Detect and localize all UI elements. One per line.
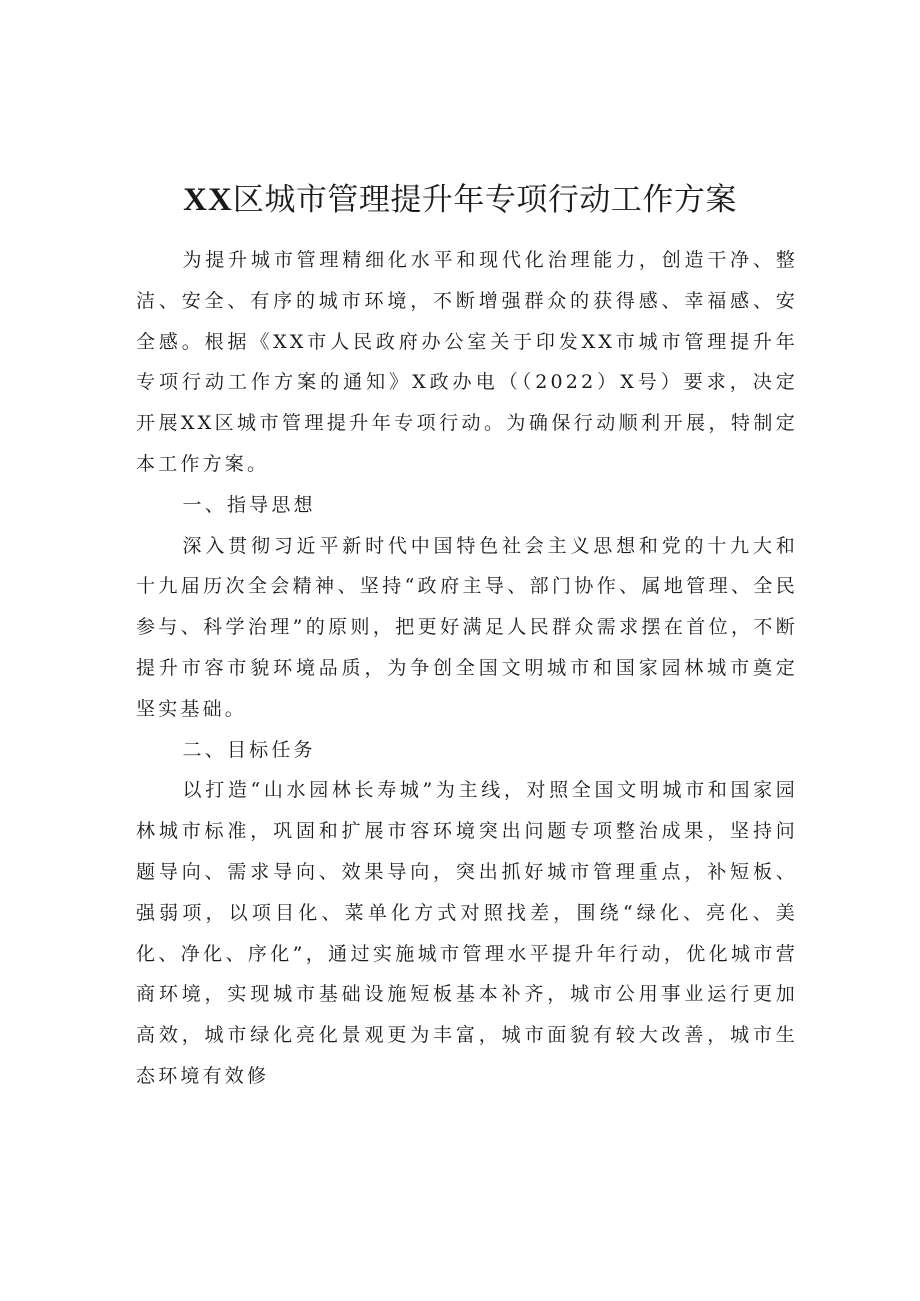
section-heading-goals-tasks: 二、目标任务 xyxy=(182,738,316,761)
title-text: 区城市管理提升年专项行动工作方案 xyxy=(232,182,737,218)
section-heading-guiding-ideology: 一、指导思想 xyxy=(182,493,316,516)
title-prefix: XX xyxy=(183,182,233,218)
paragraph-goals-tasks: 以打造“山水园林长寿城”为主线，对照全国文明城市和国家园林城市标准，巩固和扩展市容环境突出问题专项整治成果，坚持问题导向、需求导向、效果导向，突出抓好城市管理重点，补短板、强弱项，以项目化、菜单化方式对照找差，围绕“绿化、亮化、美化、净化、序化”，通过实施城市管理水平提升年行动，优化城市营商环境，实现城市基础设施短板基本补齐，城市公用事业运行更加高效，城市绿化亮化景观更为丰富，城市面貌有较大改善，城市生态环境有效修 xyxy=(136,779,798,1087)
document-body xyxy=(136,240,798,1097)
document-title xyxy=(0,178,920,222)
paragraph-intro: 为提升城市管理精细化水平和现代化治理能力，创造干净、整洁、安全、有序的城市环境，不断增强群众的获得感、幸福感、安全感。根据《XX市人民政府办公室关于印发XX市城市管理提升年专项行动工作方案的通知》X政办电（（2022）X号）要求，决定开展XX区城市管理提升年专项行动。为确保行动顺利开展，特制定本工作方案。 xyxy=(136,249,798,475)
paragraph-guiding-ideology: 深入贯彻习近平新时代中国特色社会主义思想和党的十九大和十九届历次全会精神、坚持“政府主导、部门协作、属地管理、全民参与、科学治理”的原则，把更好满足人民群众需求摆在首位，不断提升市容市貌环境品质，为争创全国文明城市和国家园林城市奠定坚实基础。 xyxy=(136,534,798,720)
